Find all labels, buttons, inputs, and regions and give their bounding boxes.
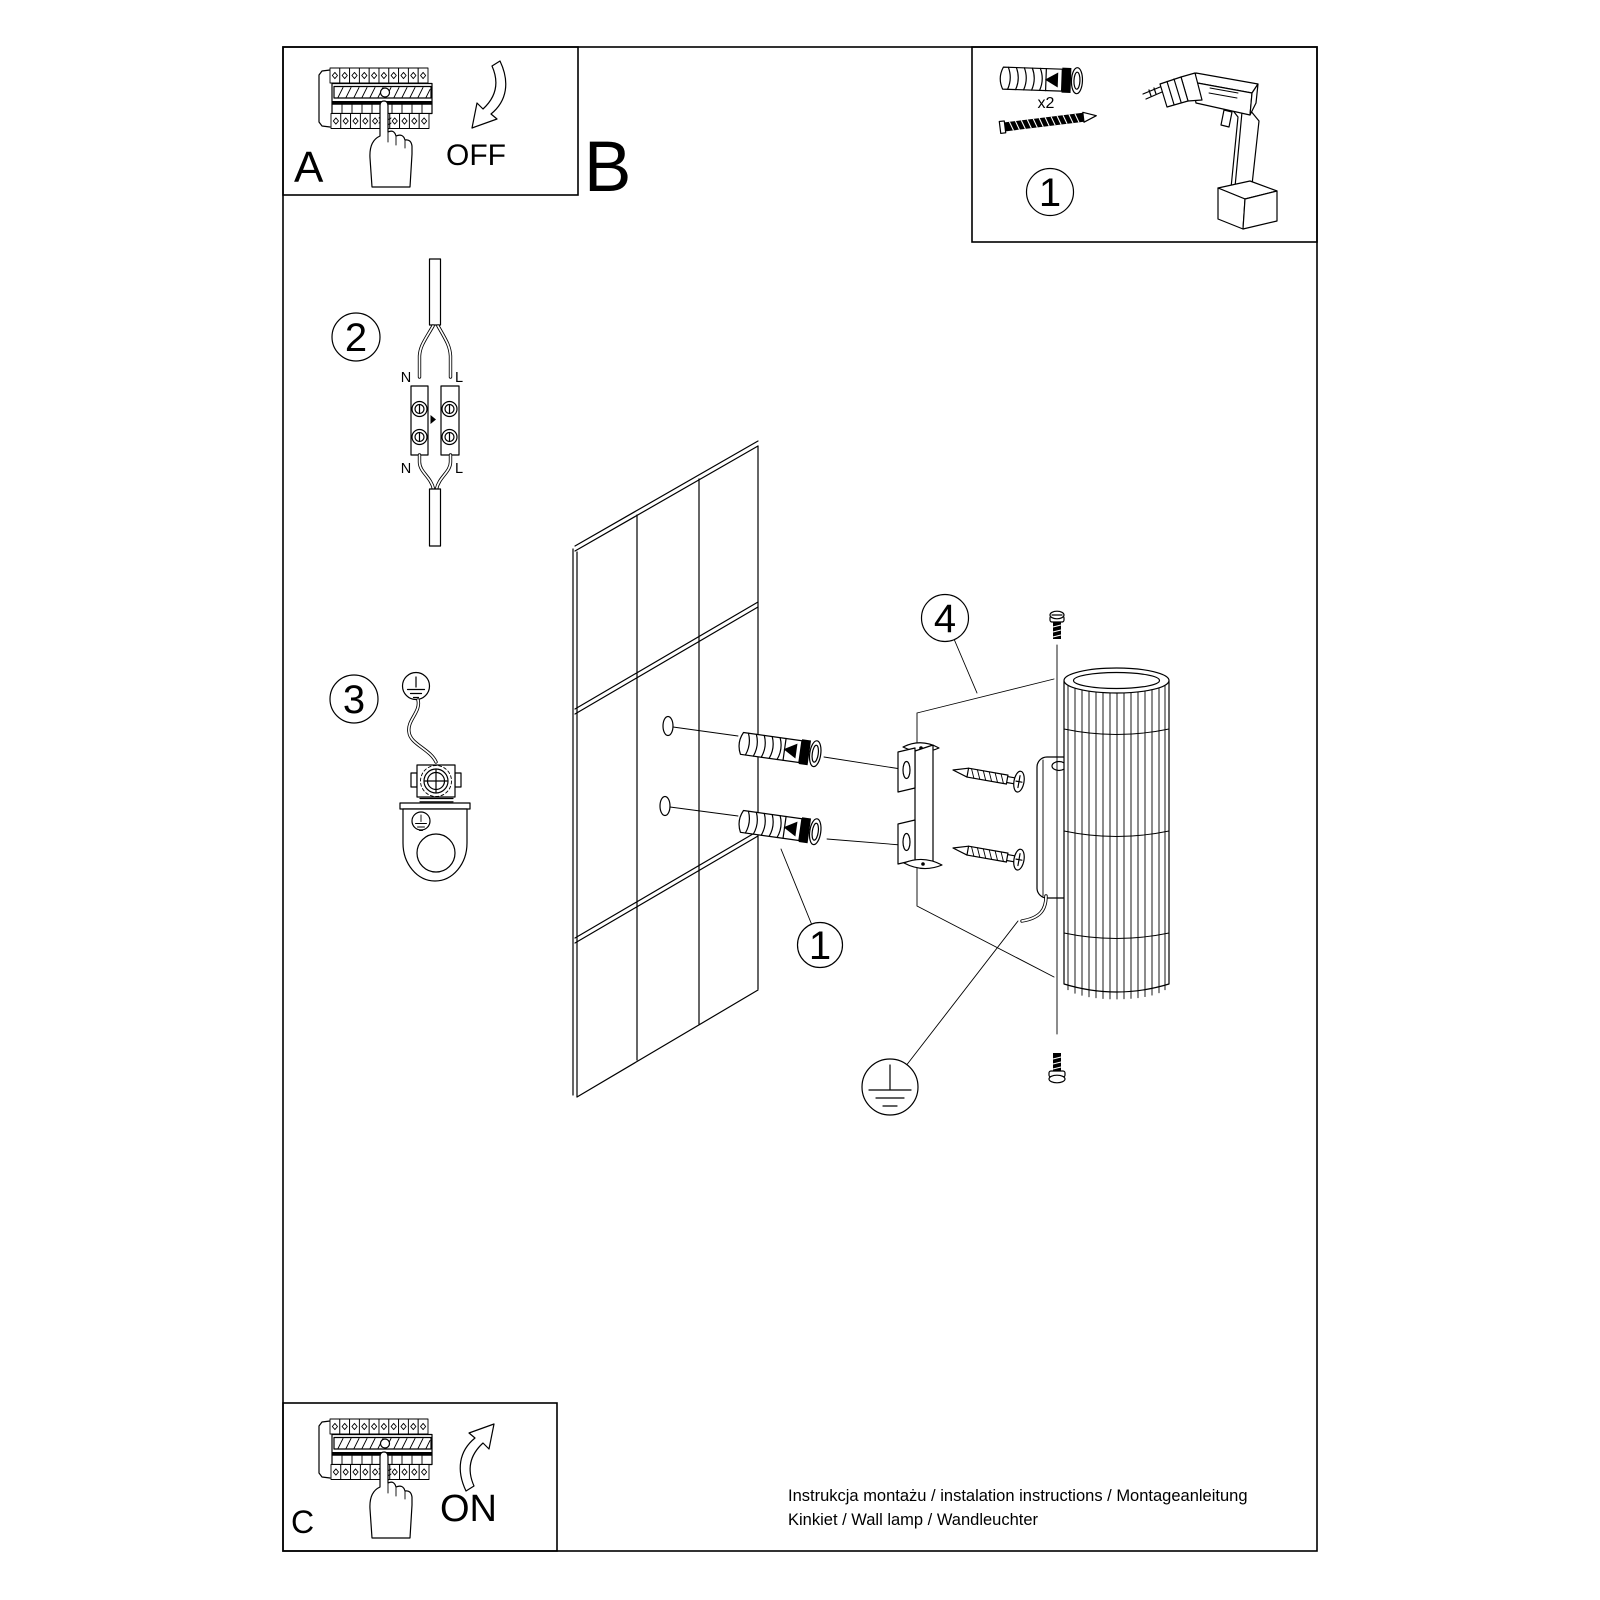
plug-quantity-label: x2 (1037, 95, 1055, 112)
off-label: OFF (446, 139, 506, 172)
callout-4-number: 4 (933, 597, 957, 641)
terminal-l-bottom-label: L (454, 461, 464, 477)
drill-hole-top (663, 717, 673, 736)
footer-line-1: Instrukcja montażu / instalation instructions / Montageanleitung (788, 1487, 1248, 1505)
cable-bottom (430, 489, 441, 546)
protective-earth-icon (862, 1059, 918, 1115)
callout-3-number: 3 (342, 678, 366, 722)
section-c-label: C (291, 1504, 315, 1540)
callout-2-number: 2 (344, 316, 368, 360)
drill-hole-bottom (660, 797, 670, 816)
footer-line-2: Kinkiet / Wall lamp / Wandleuchter (788, 1511, 1039, 1529)
lamp-body (1064, 668, 1169, 999)
earth-symbol-icon (403, 673, 430, 700)
on-label: ON (440, 1488, 497, 1530)
cable-top (430, 259, 441, 325)
callout-1-number: 1 (1038, 171, 1062, 215)
section-a-label: A (294, 143, 324, 192)
terminal-l-top-label: L (454, 370, 464, 386)
wall-plug-icon (1000, 65, 1083, 94)
terminal-n-top-label: N (400, 370, 412, 386)
callout-plugs-number: 1 (808, 924, 832, 968)
section-b-label: B (584, 128, 632, 207)
ground-terminal (411, 765, 461, 797)
terminal-n-bottom-label: N (400, 461, 412, 477)
